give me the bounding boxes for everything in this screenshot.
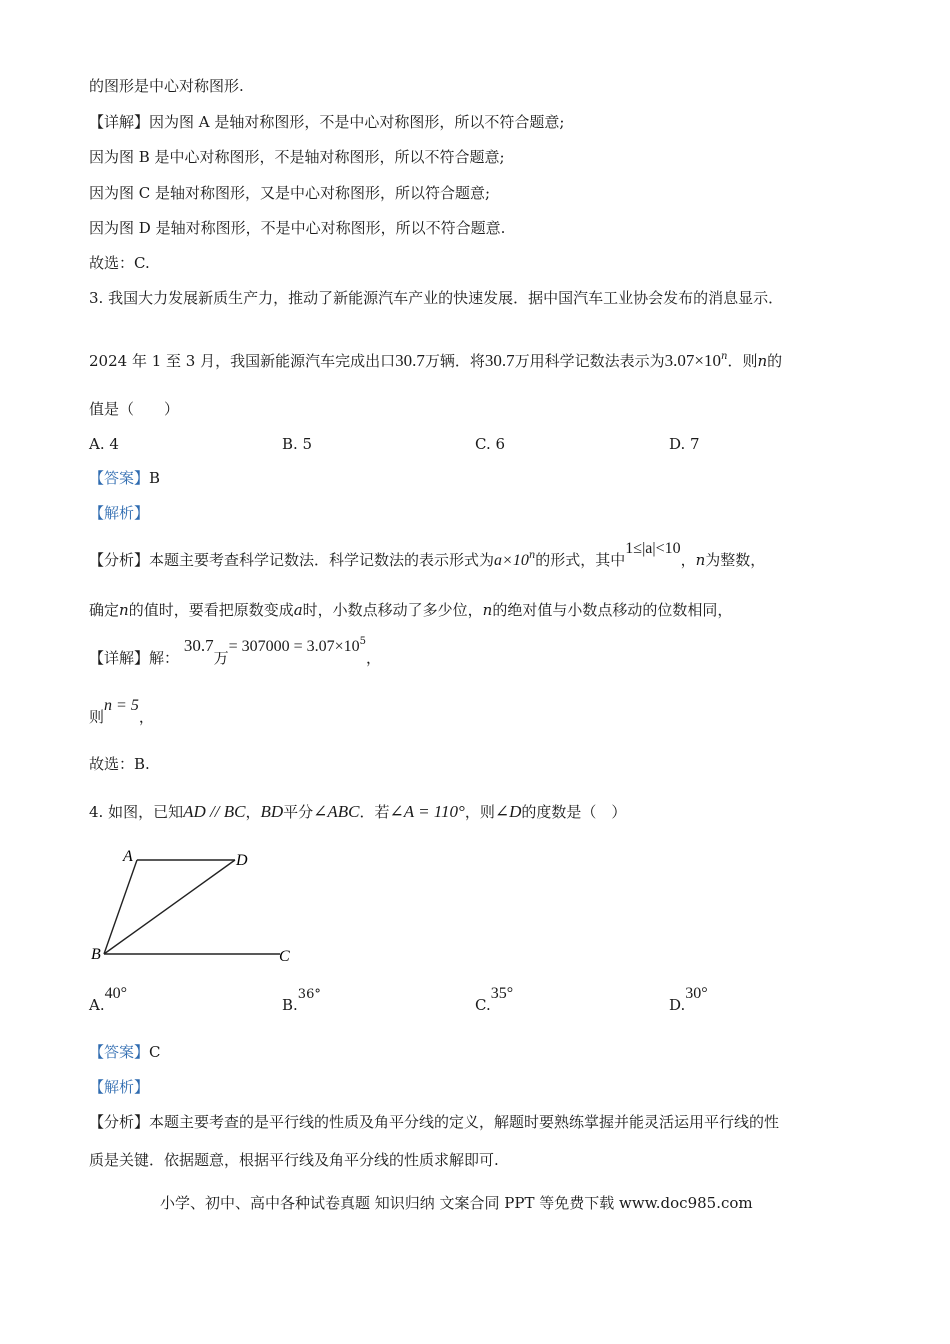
point-label-a: A	[123, 848, 133, 865]
math: 30.7	[395, 351, 425, 370]
math: ∠ABC	[313, 802, 360, 821]
text-line: 【详解】因为图 A 是轴对称图形，不是中心对称图形，所以不符合题意;	[89, 113, 565, 131]
math: a×10	[494, 552, 529, 569]
math-exponent: n	[720, 351, 728, 362]
jiexi-tag: 【解析】	[89, 1078, 150, 1096]
page-footer: 小学、初中、高中各种试卷真题 知识归纳 文案合同 PPT 等免费下载 www.doc985.com	[160, 1194, 753, 1212]
choice-line: 故选：B.	[89, 755, 150, 773]
conclusion-line: 则n = 5，	[89, 697, 154, 726]
detail-tag: 【详解】	[89, 113, 150, 131]
analysis-line: 【分析】本题主要考查科学记数法．科学记数法的表示形式为$a\times 10^n$的形式，其中1≤|a|<10，n为整数，	[89, 540, 766, 569]
option-value: 36°	[297, 987, 321, 1002]
jiexi-line	[89, 503, 149, 523]
jiexi-line	[89, 1077, 149, 1097]
math-exponent: 5	[359, 636, 367, 647]
detail-line: 【详解】解： 30.7万= $307000 = 3.07\times 10^5$，	[89, 636, 382, 667]
analysis-line-2: 确定n的值时，要看把原数变成a时，小数点移动了多少位，n的绝对值与小数点移动的位数相同，	[89, 601, 733, 619]
question-3-stem: 3. 我国大力发展新质生产力，推动了新能源汽车产业的快速发展．据中国汽车工业协会发布的消息显示．	[89, 289, 784, 307]
answer-value: B	[149, 469, 161, 487]
math: 30.7	[183, 636, 214, 655]
option-value: 30°	[685, 985, 708, 1002]
option-b[interactable]: B. 5	[282, 435, 313, 453]
math: n = 5	[104, 697, 139, 714]
text-line: 因为图 B 是中心对称图形，不是轴对称图形，所以不符合题意;	[89, 148, 505, 166]
question-3-stem-line3: 值是（ ）	[89, 400, 180, 418]
option-a[interactable]: A. 4	[89, 435, 119, 453]
fenxi-tag: 【分析】	[89, 1113, 150, 1131]
fenxi-tag: 【分析】	[89, 551, 150, 569]
answer-line	[89, 468, 160, 488]
question-3-stem-line2: 2024 年 1 至 3 月，我国新能源汽车完成出口30.7万辆．将30.7万用科学记数法表示为$3.07\times 10^n$．则n的	[89, 351, 783, 370]
math: AD // BC	[183, 802, 246, 821]
text-line: 因为图 C 是轴对称图形，又是中心对称图形，所以符合题意;	[89, 184, 491, 202]
choice-line: 故选：C.	[89, 254, 150, 272]
math: 3.07×10	[664, 351, 721, 370]
math-var: n	[757, 352, 768, 370]
math: = 307000 = 3.07×10	[228, 638, 360, 655]
option-value: 35°	[490, 985, 514, 1002]
math: ∠A = 110°	[389, 802, 465, 821]
option-d[interactable]: D.30°	[669, 985, 708, 1014]
math: ∠D	[494, 802, 522, 821]
math: 1≤|a|<10	[625, 540, 681, 557]
answer-line	[89, 1042, 161, 1062]
option-a[interactable]: A.40°	[89, 985, 128, 1014]
option-d[interactable]: D. 7	[669, 435, 700, 453]
point-label-c: C	[279, 948, 290, 965]
analysis-line-2: 质是关键．依据题意，根据平行线及角平分线的性质求解即可.	[89, 1151, 499, 1169]
math: BD	[260, 802, 284, 821]
detail-tag: 【详解】	[89, 649, 150, 667]
math: 30.7	[484, 351, 515, 370]
answer-tag: 【答案】	[89, 1043, 150, 1061]
option-c[interactable]: C.35°	[475, 985, 514, 1014]
option-value: 40°	[104, 985, 128, 1002]
text-line: 因为图 D 是轴对称图形，不是中心对称图形，所以不符合题意.	[89, 219, 506, 237]
point-label-b: B	[91, 946, 101, 963]
math-exponent: n	[528, 550, 536, 561]
point-label-d: D	[236, 852, 248, 869]
answer-value: C	[149, 1043, 161, 1061]
option-b[interactable]: B.36°	[282, 987, 321, 1014]
jiexi-tag: 【解析】	[89, 504, 150, 522]
option-c[interactable]: C. 6	[475, 435, 506, 453]
text-line: 的图形是中心对称图形.	[89, 77, 244, 95]
segment-ab	[104, 860, 137, 954]
segment-bd	[104, 860, 235, 954]
analysis-line: 【分析】本题主要考查的是平行线的性质及角平分线的定义，解题时要熟练掌握并能灵活运用平行线的性	[89, 1113, 780, 1131]
answer-tag: 【答案】	[89, 469, 150, 487]
geometry-figure	[85, 840, 305, 970]
question-4-stem: 4. 如图，已知AD // BC，BD平分∠ABC．若∠A = 110°，则∠D的度数是（ ）	[89, 802, 627, 821]
